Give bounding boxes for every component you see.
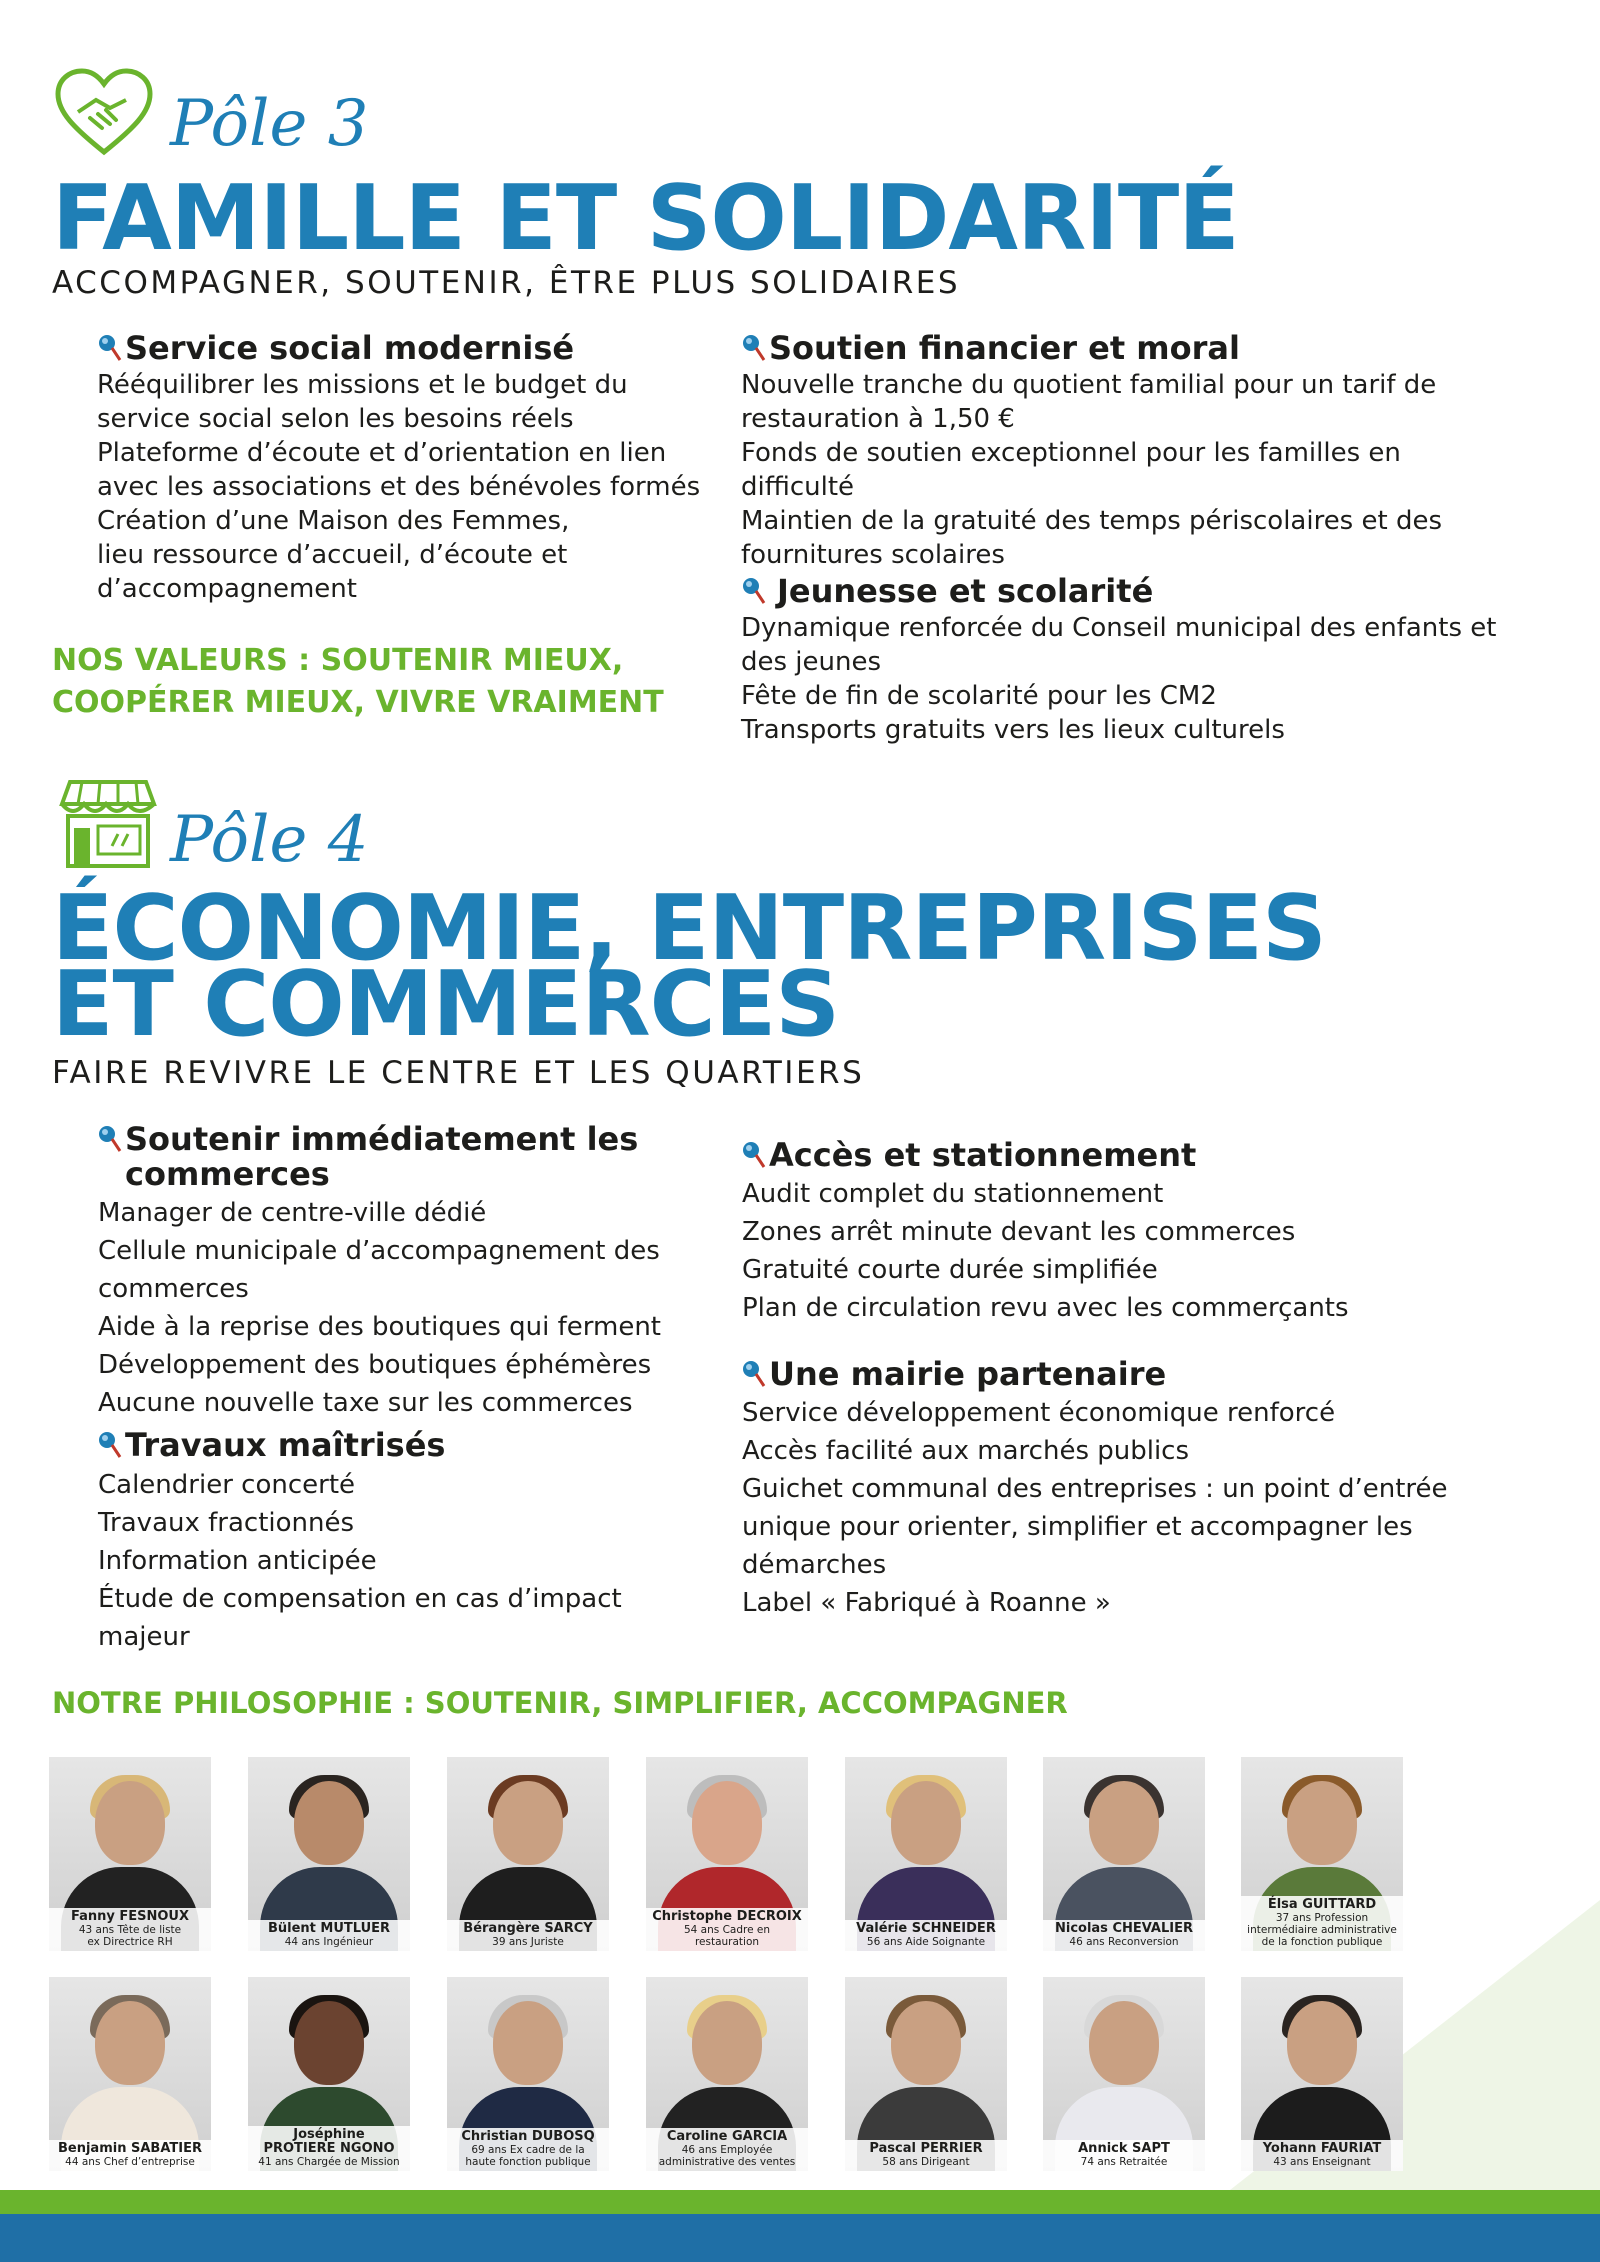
- candidate-caption: [1043, 2140, 1205, 2171]
- candidate-caption: [447, 2128, 609, 2171]
- candidate-name: Annick SAPT: [1078, 2141, 1170, 2156]
- pole3-section-service-social: [76, 331, 716, 606]
- list-item: Création d’une Maison des Femmes,: [97, 506, 570, 537]
- candidate-name: Christophe DECROIX: [652, 1909, 802, 1924]
- pole4-subtitle: FAIRE REVIVRE LE CENTRE ET LES QUARTIERS: [52, 1055, 865, 1091]
- candidate-description: 43 ans Tête de liste: [78, 1924, 182, 1936]
- bottom-green-band: [0, 2190, 1600, 2214]
- candidate-description: 43 ans Enseignant: [1273, 2156, 1371, 2168]
- candidate-caption: [845, 1920, 1007, 1951]
- candidate-photo: [49, 1757, 211, 1951]
- candidate-description: 54 ans Cadre en: [683, 1924, 771, 1936]
- pole4-section-travaux: [76, 1428, 716, 1655]
- candidate-photo: [49, 1977, 211, 2171]
- candidate-photo: [646, 1757, 808, 1951]
- candidate-photo: [1241, 1977, 1403, 2171]
- candidate-description: restauration: [694, 1936, 760, 1948]
- pole4-title-line1: ÉCONOMIE, ENTREPRISES: [52, 876, 1326, 981]
- candidate-name: Nicolas CHEVALIER: [1054, 1921, 1194, 1936]
- list-item: Aucune nouvelle taxe sur les commerces: [98, 1388, 633, 1419]
- candidate-caption: [447, 1920, 609, 1951]
- candidate-caption: [1241, 1896, 1403, 1951]
- candidate-description: administrative des ventes: [658, 2156, 796, 2168]
- list-item: fournitures scolaires: [741, 540, 1005, 571]
- candidate-description: 41 ans Chargée de Mission: [258, 2156, 400, 2168]
- candidate-photo: [248, 1977, 410, 2171]
- pole3-label: Pôle 3: [170, 87, 369, 161]
- heart-handshake-icon: [54, 68, 154, 158]
- candidate-caption: [248, 1920, 410, 1951]
- pole4-label: Pôle 4: [170, 803, 369, 877]
- pole4-left-column: [76, 1122, 716, 1656]
- list-item: Nouvelle tranche du quotient familial pour un tarif de: [741, 370, 1437, 401]
- list-item: unique pour orienter, simplifier et accompagner les: [742, 1512, 1413, 1543]
- list-item: Plateforme d’écoute et d’orientation en lien: [97, 438, 667, 469]
- section-title: Travaux maîtrisés: [125, 1426, 446, 1465]
- section-title-line2: commerces: [125, 1155, 330, 1194]
- pole4-section-acces-stationnement: [720, 1138, 1520, 1327]
- shop-icon: [56, 776, 160, 872]
- list-item: Plan de circulation revu avec les commerçants: [742, 1293, 1349, 1324]
- candidate-name: Pascal PERRIER: [869, 2141, 983, 2156]
- candidate-caption: [1043, 1920, 1205, 1951]
- candidate-caption: [1241, 2140, 1403, 2171]
- section-title: Une mairie partenaire: [769, 1355, 1167, 1394]
- candidate-photo: [646, 1977, 808, 2171]
- list-item: Développement des boutiques éphémères: [98, 1350, 652, 1381]
- candidate-photo: [1043, 1757, 1205, 1951]
- section-title: Accès et stationnement: [769, 1136, 1197, 1174]
- pole4-right-column: [720, 1138, 1520, 1622]
- candidate-caption: [248, 2126, 410, 2171]
- list-item: Transports gratuits vers les lieux culturels: [741, 715, 1285, 746]
- candidate-photo: [1043, 1977, 1205, 2171]
- pole3-left-column: [76, 331, 716, 606]
- pole3-section-soutien-financier: [720, 331, 1520, 572]
- list-item: Rééquilibrer les missions et le budget du: [97, 370, 628, 401]
- list-item: Aide à la reprise des boutiques qui ferment: [98, 1312, 661, 1343]
- candidate-caption: [646, 2128, 808, 2171]
- candidate-caption: [49, 1908, 211, 1951]
- candidate-description: haute fonction publique: [465, 2156, 591, 2168]
- section-title-line1: Soutenir immédiatement les: [125, 1120, 639, 1158]
- list-item: des jeunes: [741, 647, 882, 678]
- candidate-name: PROTIERE NGONO: [263, 2141, 395, 2156]
- list-item: Fonds de soutien exceptionnel pour les familles en difficulté: [741, 438, 1401, 503]
- candidate-description: 46 ans Employée: [681, 2144, 773, 2156]
- list-item: Accès facilité aux marchés publics: [742, 1436, 1190, 1467]
- candidate-description: 58 ans Dirigeant: [882, 2156, 970, 2168]
- pole3-values-line1: NOS VALEURS : SOUTENIR MIEUX,: [52, 643, 624, 678]
- list-item: Audit complet du stationnement: [742, 1179, 1164, 1210]
- candidate-name: Valérie SCHNEIDER: [856, 1921, 996, 1936]
- pole3-subtitle: ACCOMPAGNER, SOUTENIR, ÊTRE PLUS SOLIDAIRES: [52, 265, 961, 301]
- candidate-description: ex Directrice RH: [87, 1936, 173, 1948]
- candidate-photo: [447, 1977, 609, 2171]
- list-item: Cellule municipale d’accompagnement des: [98, 1236, 660, 1267]
- pole3-values-line2: COOPÉRER MIEUX, VIVRE VRAIMENT: [52, 685, 664, 720]
- list-item: Zones arrêt minute devant les commerces: [742, 1217, 1296, 1248]
- candidate-caption: [49, 2140, 211, 2171]
- pole4-title-line2: ET COMMERCES: [52, 952, 840, 1057]
- list-item: commerces: [98, 1274, 249, 1305]
- list-item: Fête de fin de scolarité pour les CM2: [741, 681, 1217, 712]
- list-item: Manager de centre-ville dédié: [98, 1198, 487, 1229]
- candidate-name: Yohann FAURIAT: [1262, 2141, 1382, 2156]
- candidate-caption: [845, 2140, 1007, 2171]
- candidate-name: Joséphine: [293, 2127, 365, 2142]
- candidate-name: Bülent MUTLUER: [267, 1921, 391, 1936]
- list-item: Étude de compensation en cas d’impact: [98, 1583, 622, 1614]
- candidate-description: 46 ans Reconversion: [1069, 1936, 1179, 1948]
- list-item: majeur: [98, 1621, 190, 1652]
- candidate-description: 69 ans Ex cadre de la: [471, 2144, 585, 2156]
- candidate-name: Caroline GARCIA: [666, 2129, 788, 2144]
- list-item: restauration à 1,50 €: [741, 404, 1015, 435]
- candidate-name: Élsa GUITTARD: [1267, 1897, 1377, 1912]
- list-item: lieu ressource d’accueil, d’écoute et: [97, 540, 568, 571]
- pole4-section-soutenir-commerces: [76, 1122, 716, 1422]
- candidate-photo: [248, 1757, 410, 1951]
- pole4-section-mairie-partenaire: [720, 1357, 1520, 1622]
- candidate-name: Christian DUBOSQ: [461, 2129, 595, 2144]
- list-item: avec les associations et des bénévoles formés: [97, 472, 701, 503]
- pole3-section-jeunesse: [720, 574, 1520, 747]
- list-item: démarches: [742, 1550, 887, 1581]
- section-title: Soutien financier et moral: [769, 329, 1240, 367]
- candidate-description: 44 ans Chef d’entreprise: [65, 2156, 195, 2168]
- pole3-title: FAMILLE ET SOLIDARITÉ: [52, 166, 1239, 271]
- pole4-philosophy: NOTRE PHILOSOPHIE : SOUTENIR, SIMPLIFIER, ACCOMPAGNER: [52, 1686, 1068, 1720]
- list-item: service social selon les besoins réels: [97, 404, 574, 435]
- list-item: Maintien de la gratuité des temps périscolaires et des: [741, 506, 1442, 537]
- candidate-description: 39 ans Juriste: [492, 1936, 564, 1948]
- candidate-description: 56 ans Aide Soignante: [866, 1936, 986, 1948]
- pole3-right-column: [720, 331, 1520, 747]
- list-item: Guichet communal des entreprises : un point d’entrée: [742, 1474, 1448, 1505]
- candidate-name: Fanny FESNOUX: [70, 1909, 190, 1924]
- candidate-name: Benjamin SABATIER: [58, 2141, 202, 2156]
- candidate-photo: [1241, 1757, 1403, 1951]
- candidate-name: Bérangère SARCY: [463, 1921, 593, 1936]
- list-item: Service développement économique renforcé: [742, 1398, 1336, 1429]
- candidate-description: 37 ans Profession: [1275, 1912, 1369, 1924]
- candidate-description: intermédiaire administrative: [1247, 1924, 1397, 1936]
- candidate-description: de la fonction publique: [1261, 1936, 1383, 1948]
- section-title: Service social modernisé: [125, 329, 575, 367]
- candidate-photo: [845, 1757, 1007, 1951]
- bottom-blue-band: [0, 2214, 1600, 2262]
- candidate-photo: [845, 1977, 1007, 2171]
- list-item: Calendrier concerté: [98, 1469, 356, 1500]
- list-item: Label « Fabriqué à Roanne »: [742, 1588, 1111, 1619]
- list-item: Travaux fractionnés: [98, 1507, 355, 1538]
- list-item: Gratuité courte durée simplifiée: [742, 1255, 1158, 1286]
- candidate-photo: [447, 1757, 609, 1951]
- section-title: Jeunesse et scolarité: [777, 572, 1154, 611]
- candidate-description: 44 ans Ingénieur: [284, 1936, 374, 1948]
- list-item: Dynamique renforcée du Conseil municipal des enfants et: [741, 613, 1497, 644]
- list-item: d’accompagnement: [97, 574, 357, 605]
- candidate-caption: [646, 1908, 808, 1951]
- list-item: Information anticipée: [98, 1545, 377, 1576]
- candidate-description: 74 ans Retraitée: [1080, 2156, 1168, 2168]
